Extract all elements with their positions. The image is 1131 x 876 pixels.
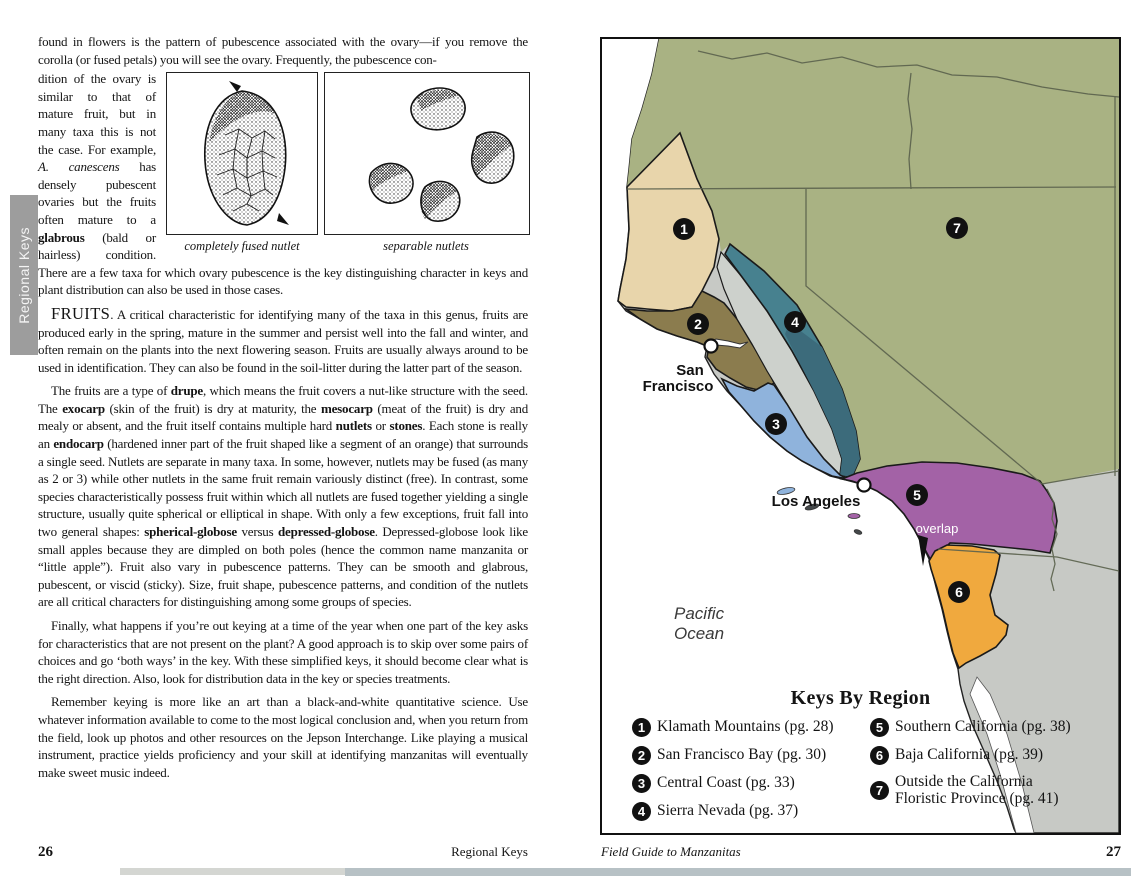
paragraph-drupe: The fruits are a type of drupe, which means the fruit covers a nut-like structure with the seed. The exocarp (skin of the fruit) is dry at maturity, the mesocarp (meat of the fruit) is dry and mealy or absent, and the fruit itself contains multiple hard nutlets or stones. Each stone is really an endocarp (hardened inner part of the fruit shaped like a segment of an orange) that surrounds a single seed. Nutlets are separate in many taxa. In some, however, nutlets may be fused (as many as 2 or 3) while other nutlets in the same fruit remain variously distinct (free). In contrast, some species characteristically possess fruit within which all nutlets are fused together yielding a single structure, usually quite spherical or elliptical in shape. With only a few exceptions, fruit fall into two general shapes: spherical-globose versus depressed-globose. Depressed-globose look like small apples because they are dimpled on both poles (hence the common name manzanita or “little apple”). Fruit also vary in pubescence patterns. They can be smooth and glabrous, pubescent, or viscid (sticky). Size, fruit shape, pubescence patterns, and condition of the nutlets are all critical characters for distinguishing among some groups of species.	[38, 383, 528, 610]
legend-item-outside-cfp: 7 Outside the California Floristic Province (pg. 41)	[870, 774, 1100, 807]
left-page-number: 26	[38, 844, 53, 860]
legend-badge-4: 4	[632, 802, 651, 821]
svg-text:3: 3	[772, 416, 780, 432]
legend-badge-2: 2	[632, 746, 651, 765]
san-francisco-label-line1: San	[676, 362, 704, 379]
right-page-footer	[601, 844, 1121, 861]
separable-nutlets-figure	[324, 72, 530, 235]
legend-item-sf-bay: 2 San Francisco Bay (pg. 30)	[632, 746, 870, 765]
book-title: Field Guide to Manzanitas	[601, 844, 741, 859]
left-page-footer	[38, 844, 528, 861]
badge-region-7	[946, 217, 968, 239]
badge-region-4	[784, 311, 806, 333]
legend-item-sierra-nevada: 4 Sierra Nevada (pg. 37)	[632, 802, 870, 821]
badge-region-1	[673, 218, 695, 240]
paragraph-fruits: FRUITS. A critical characteristic for identifying many of the taxa in this genus, fruits are produced early in the spring, mature in the summer and persist well into the fall and winter, and often remain on the plants into the next flowering season. Fruits are usually always around to be used in identification. They can also be found in the soil-litter during the latter part of the season.	[38, 303, 528, 375]
san-francisco-marker	[705, 340, 718, 353]
left-running-head: Regional Keys	[451, 844, 528, 859]
los-angeles-marker	[858, 479, 871, 492]
overlap-label: overlap	[915, 521, 959, 536]
svg-text:2: 2	[694, 316, 702, 332]
figure-caption-fused: completely fused nutlet	[184, 239, 300, 254]
separable-nutlets-illustration	[325, 73, 529, 234]
svg-text:4: 4	[791, 314, 799, 330]
svg-text:5: 5	[913, 487, 921, 503]
los-angeles-label: Los Angeles	[771, 493, 861, 510]
nutlet-figures	[166, 72, 528, 256]
svg-text:Pacific: Pacific	[674, 604, 725, 623]
svg-text:7: 7	[953, 220, 961, 236]
fused-nutlet-illustration	[167, 73, 317, 234]
badge-region-2	[687, 313, 709, 335]
next-page-edge-dark	[345, 868, 1131, 876]
legend-badge-3: 3	[632, 774, 651, 793]
svg-text:6: 6	[955, 584, 963, 600]
pacific-ocean-label	[674, 604, 725, 643]
paragraph-intro: found in flowers is the pattern of pubescence associated with the ovary—if you remove the corolla (or fused petals) you will see the ovary. Frequently, the pubescence con-	[38, 34, 528, 67]
badge-region-6	[948, 581, 970, 603]
svg-text:Ocean: Ocean	[674, 624, 725, 643]
right-page-number: 27	[1106, 844, 1121, 860]
figure-caption-separable: separable nutlets	[383, 239, 469, 254]
san-francisco-label-line2: Francisco	[642, 378, 714, 395]
legend-badge-1: 1	[632, 718, 651, 737]
legend-badge-6: 6	[870, 746, 889, 765]
legend-badge-7: 7	[870, 781, 889, 800]
paragraph-remember: Remember keying is more like an art than a black-and-white quantitative science. Use whatever information available to come to the most logical conclusion and, when you return from the field, look up photos and other resources on the Jepson Interchange. Like playing a musical instrument, practice yields proficiency and your skill at identifying manzanitas will eventually make sweet music indeed.	[38, 694, 528, 780]
paragraph-with-figures	[38, 70, 528, 305]
badge-region-3	[765, 413, 787, 435]
legend-item-baja-california: 6 Baja California (pg. 39)	[870, 746, 1100, 765]
legend-item-southern-california: 5 Southern California (pg. 38)	[870, 718, 1100, 737]
paragraph-finally: Finally, what happens if you’re out keying at a time of the year when one part of the key asks for characteristics that are not present on the plant? A good approach is to skip over some pairs of choices and go ‘both ways’ in the key. With these simplified keys, it should become clear what is the right direction. Also, look for distribution data in the key or species treatments.	[38, 618, 528, 686]
legend-badge-5: 5	[870, 718, 889, 737]
fused-nutlet-figure	[166, 72, 318, 235]
region-map	[600, 37, 1121, 835]
regional-keys-tab	[10, 195, 38, 355]
svg-text:1: 1	[680, 221, 688, 237]
regional-keys-tab-label: Regional Keys	[16, 226, 32, 324]
legend-title: Keys By Region	[790, 687, 931, 709]
paragraph-ovary: dition of the ovary is similar to that of mature fruit, but in many taxa this is not the case. For example, A. canescens has densely pubescent ovaries but the fruits often mature to a glabrous (bald or hairless) condition. There are a few taxa for which ovary pubescence is the key distinguishing character in keys and plant distribution can also be used in those cases.	[38, 71, 528, 298]
legend-item-klamath: 1 Klamath Mountains (pg. 28)	[632, 718, 870, 737]
keys-by-region-legend	[602, 687, 1119, 830]
legend-item-central-coast: 3 Central Coast (pg. 33)	[632, 774, 870, 793]
left-page-text-column	[38, 33, 528, 787]
badge-region-5	[906, 484, 928, 506]
